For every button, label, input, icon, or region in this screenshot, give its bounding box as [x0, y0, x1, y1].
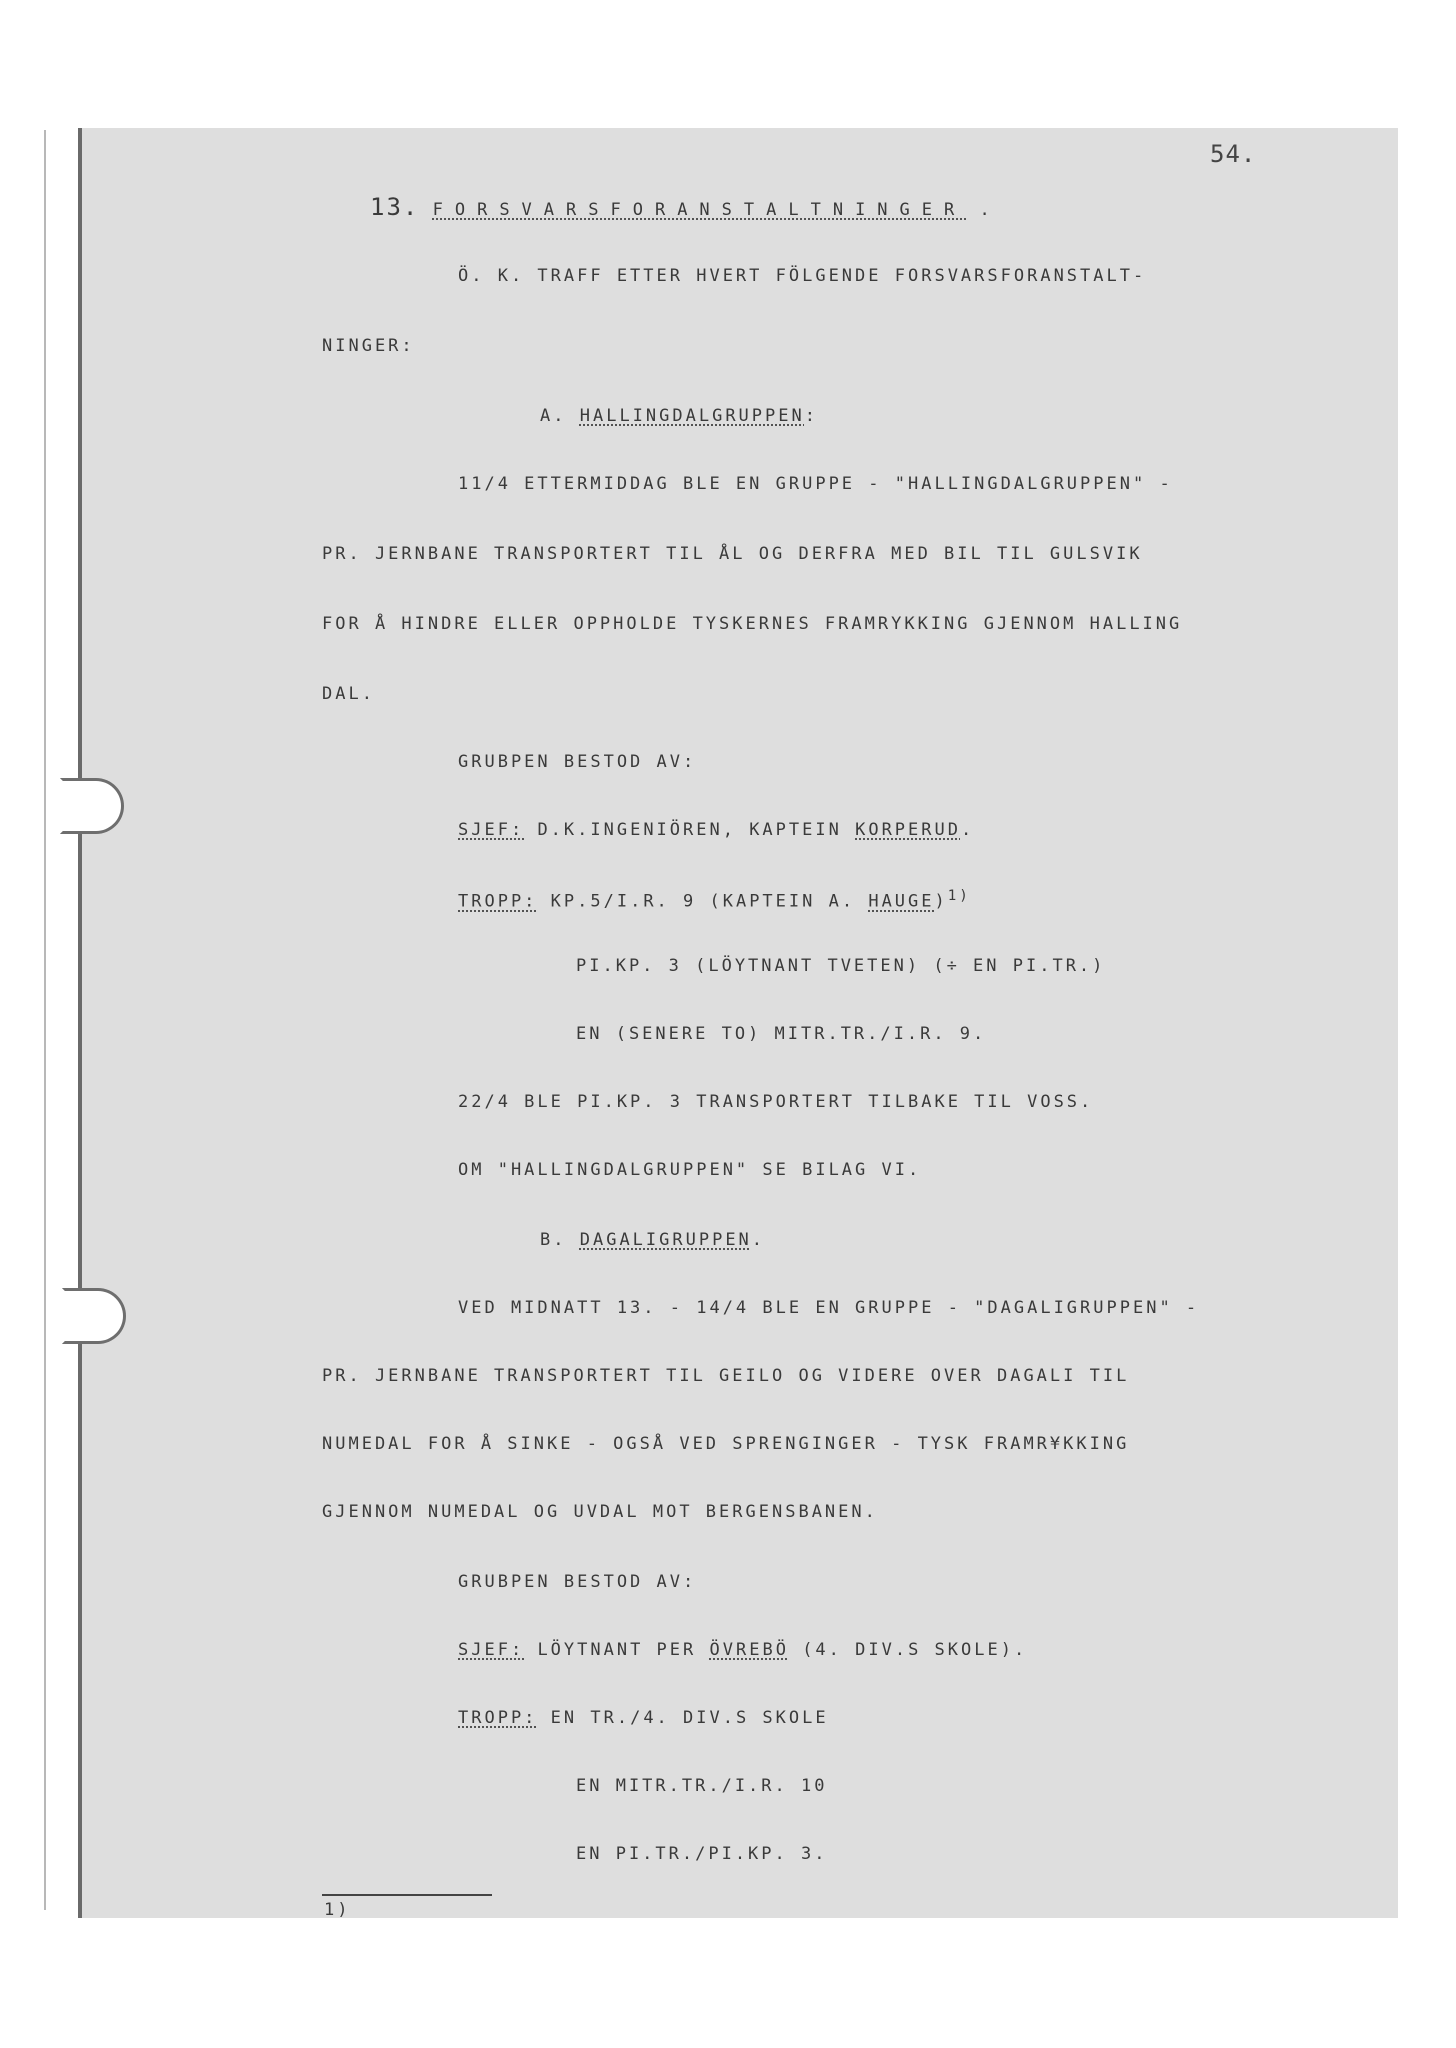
section-b-paragraph-line-3: NUMEDAL FOR Å SINKE - OGSÅ VED SPRENGINGER - TYSK FRAMR¥KKING: [322, 1434, 1130, 1454]
punch-hole: [60, 778, 124, 834]
section-a-troop-line-3: EN (SENERE TO) MITR.TR./I.R. 9.: [576, 1024, 987, 1044]
scan-shadow-line: [44, 130, 46, 1910]
troop-footnote-ref: 1): [947, 888, 971, 904]
intro-line-2: NINGER:: [322, 336, 415, 356]
heading-dot: .: [979, 200, 993, 220]
heading-number: 13.: [370, 193, 420, 221]
section-a-title: HALLINGDALGRUPPEN: [579, 406, 805, 426]
section-b-paragraph-line-2: PR. JERNBANE TRANSPORTERT TIL GEILO OG VIDERE OVER DAGALI TIL: [322, 1366, 1130, 1386]
section-a-paragraph-line-3: FOR Å HINDRE ELLER OPPHOLDE TYSKERNES FRAMRYKKING GJENNOM HALLING: [322, 614, 1183, 634]
intro-line-1: Ö. K. TRAFF ETTER HVERT FÖLGENDE FORSVARSFORANSTALT-: [458, 266, 1147, 286]
chief-text: LÖYTNANT PER: [537, 1640, 697, 1660]
section-b-paragraph-line-4: GJENNOM NUMEDAL OG UVDAL MOT BERGENSBANEN.: [322, 1502, 878, 1522]
section-a-paragraph-line-1: 11/4 ETTERMIDDAG BLE EN GRUPPE - "HALLINGDALGRUPPEN" -: [458, 474, 1173, 494]
section-b-title-end: .: [751, 1230, 766, 1250]
section-b-chief: [458, 1640, 1027, 1660]
chief-name: ÖVREBÖ: [709, 1640, 789, 1660]
section-a-paragraph-line-4: DAL.: [322, 684, 375, 704]
section-a-paragraph-2: 22/4 BLE PI.KP. 3 TRANSPORTERT TILBAKE TIL VOSS.: [458, 1092, 1094, 1112]
section-a-heading: [540, 406, 818, 426]
section-a-prefix: A.: [540, 406, 567, 426]
troop-label: TROPP:: [458, 1708, 538, 1728]
section-b-title: DAGALIGRUPPEN: [579, 1230, 752, 1250]
section-a-troop: [458, 888, 971, 912]
chief-end: .: [960, 820, 975, 840]
punch-hole: [62, 1288, 126, 1344]
section-heading: [370, 193, 993, 221]
section-b-paragraph-line-1: VED MIDNATT 13. - 14/4 BLE EN GRUPPE - "DAGALIGRUPPEN" -: [458, 1298, 1200, 1318]
section-a-chief: [458, 820, 974, 840]
troop-label: TROPP:: [458, 891, 538, 912]
section-b-troop: [458, 1708, 829, 1728]
footnote-rule: [322, 1894, 492, 1896]
section-a-paragraph-3: OM "HALLINGDALGRUPPEN" SE BILAG VI.: [458, 1160, 922, 1180]
chief-label: SJEF:: [458, 820, 525, 840]
section-b-troop-line-3: EN PI.TR./PI.KP. 3.: [576, 1844, 828, 1864]
page-number: 54.: [1210, 140, 1257, 168]
section-b-composition: GRUBPEN BESTOD AV:: [458, 1572, 697, 1592]
section-b-troop-line-2: EN MITR.TR./I.R. 10: [576, 1776, 828, 1796]
troop-line-1: EN TR./4. DIV.S SKOLE: [550, 1708, 829, 1728]
chief-end: (4. DIV.S SKOLE).: [802, 1640, 1028, 1660]
section-a-troop-line-2: PI.KP. 3 (LÖYTNANT TVETEN) (÷ EN PI.TR.): [576, 956, 1106, 976]
chief-text: D.K.INGENIÖREN, KAPTEIN: [537, 820, 842, 840]
section-a-composition: GRUBPEN BESTOD AV:: [458, 752, 697, 772]
section-a-paragraph-line-2: PR. JERNBANE TRANSPORTERT TIL ÅL OG DERFRA MED BIL TIL GULSVIK: [322, 544, 1143, 564]
heading-title: FORSVARSFORANSTALTNINGER: [432, 200, 967, 220]
section-b-heading: [540, 1230, 765, 1250]
troop-name: HAUGE: [868, 891, 935, 912]
chief-label: SJEF:: [458, 1640, 525, 1660]
scan-left-edge: [78, 128, 82, 1918]
footnote-marker: 1): [324, 1900, 351, 1920]
troop-close: ): [934, 891, 948, 912]
chief-name: KORPERUD: [855, 820, 961, 840]
troop-text: KP.5/I.R. 9 (KAPTEIN A.: [550, 891, 856, 912]
section-a-colon: :: [804, 406, 818, 426]
section-b-prefix: B.: [540, 1230, 567, 1250]
